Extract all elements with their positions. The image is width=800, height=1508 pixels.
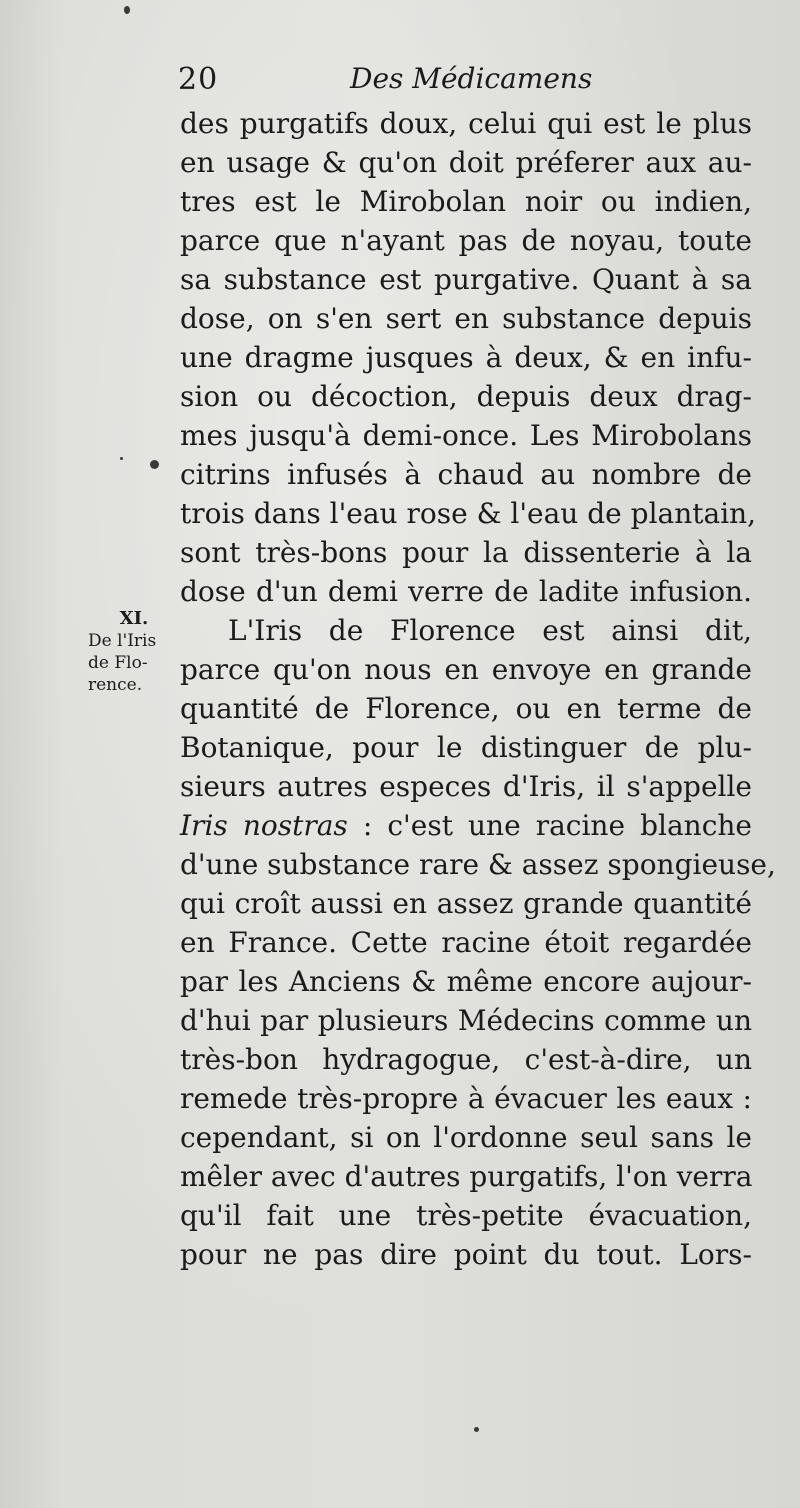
- ink-speck: [474, 1427, 479, 1432]
- text-line: qui croît aussi en assez grande quantité: [180, 887, 752, 920]
- text-line-italic: Iris nostras : c'est une racine blanche: [180, 809, 752, 842]
- text-line: trois dans l'eau rose & l'eau de plantain,: [180, 497, 757, 530]
- text-line: sa substance est purgative. Quant à sa: [180, 263, 752, 296]
- text-line: en France. Cette racine étoit regardée: [180, 926, 752, 959]
- body-text: [180, 104, 776, 1274]
- text-line: par les Anciens & même encore aujour-: [180, 965, 752, 998]
- text-line: mêler avec d'autres purgatifs, l'on verra: [180, 1160, 753, 1193]
- text-line: remede très-propre à évacuer les eaux :: [180, 1082, 752, 1115]
- text-line: sion ou décoction, depuis deux drag-: [180, 380, 752, 413]
- text-line: cependant, si on l'ordonne seul sans le: [180, 1121, 752, 1154]
- margin-note-line: rence.: [88, 675, 143, 695]
- text-line: parce que n'ayant pas de noyau, toute: [180, 224, 752, 257]
- italic-phrase: Iris nostras: [180, 809, 348, 842]
- text-line: pour ne pas dire point du tout. Lors-: [180, 1238, 752, 1271]
- ink-speck: [150, 460, 159, 469]
- text-line: dose, on s'en sert en substance depuis: [180, 302, 752, 335]
- text-line: mes jusqu'à demi-once. Les Mirobolans: [180, 419, 752, 452]
- text-line-section-start: L'Iris de Florence est ainsi dit,: [228, 614, 752, 647]
- text-line: des purgatifs doux, celui qui est le plus: [180, 107, 752, 140]
- text-line: d'hui par plusieurs Médecins comme un: [180, 1004, 752, 1037]
- margin-note-line: de Flo-: [88, 653, 148, 673]
- text-line: dose d'un demi verre de ladite infusion.: [180, 575, 752, 608]
- margin-note: [88, 608, 174, 696]
- text-line: sieurs autres especes d'Iris, il s'appelle: [180, 770, 752, 803]
- ink-speck: [120, 457, 123, 460]
- text-line: sont très-bons pour la dissenterie à la: [180, 536, 752, 569]
- ink-speck: [124, 6, 130, 14]
- page-number: 20: [178, 62, 219, 97]
- text-line: une dragme jusques à deux, & en infu-: [180, 341, 752, 374]
- page-header: [178, 62, 738, 102]
- text-line: d'une substance rare & assez spongieuse,: [180, 848, 776, 881]
- text-line: citrins infusés à chaud au nombre de: [180, 458, 752, 491]
- text-line: qu'il fait une très-petite évacuation,: [180, 1199, 752, 1232]
- text-line: tres est le Mirobolan noir ou indien,: [180, 185, 752, 218]
- margin-note-line: De l'Iris: [88, 631, 157, 651]
- text-line: en usage & qu'on doit préferer aux au-: [180, 146, 752, 179]
- section-number: XI.: [119, 608, 149, 629]
- text-line: très-bon hydragogue, c'est-à-dire, un: [180, 1043, 752, 1076]
- text-line-rest: c'est une racine blanche: [387, 809, 752, 842]
- running-head: Des Médicamens: [350, 62, 593, 95]
- text-line: Botanique, pour le distinguer de plu-: [180, 731, 752, 764]
- text-line: quantité de Florence, ou en terme de: [180, 692, 752, 725]
- text-line: parce qu'on nous en envoye en grande: [180, 653, 752, 686]
